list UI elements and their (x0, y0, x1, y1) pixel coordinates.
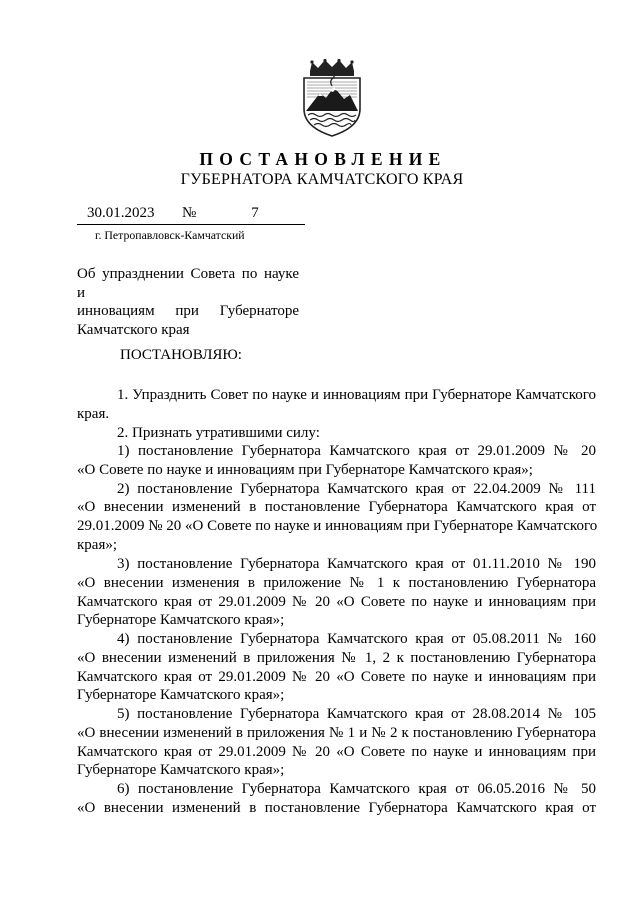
body-line: 4) постановление Губернатора Камчатского края от 05.08.2011 № 160 (117, 631, 596, 647)
body-line: 6) постановление Губернатора Камчатского края от 06.05.2016 № 50 (117, 781, 596, 797)
document-subject (77, 265, 299, 339)
subject-line: Об упразднении Совета по науке и (77, 266, 299, 301)
date-underline (77, 224, 305, 225)
body-line: 3) постановление Губернатора Камчатского края от 01.11.2010 № 190 (117, 556, 596, 572)
subject-line: Камчатского края (77, 321, 190, 338)
issuer-title: ГУБЕРНАТОРА КАМЧАТСКОГО КРАЯ (180, 171, 464, 188)
subject-line: инновациям при Губернаторе (77, 303, 299, 319)
body-line: Камчатского края от 29.01.2009 № 20 «О Совете по науке и инновациям при (77, 594, 596, 610)
date-number-row (77, 205, 305, 225)
body-line: 5) постановление Губернатора Камчатского края от 28.08.2014 № 105 (117, 706, 596, 722)
body-line: «О внесении изменений в приложения № 1 и № 2 к постановлению Губернатора (77, 725, 596, 741)
body-line: «О внесении изменений в приложения № 1, 2 к постановлению Губернатора (77, 650, 596, 666)
body-line: края»; (77, 537, 118, 553)
document-city: г. Петропавловск-Камчатский (95, 228, 245, 242)
document-number: 7 (251, 205, 259, 221)
body-line: 1. Упразднить Совет по науке и инновациям при Губернаторе Камчатского (117, 387, 596, 403)
decree-word: ПОСТАНОВЛЯЮ: (120, 347, 242, 363)
document-title: ПОСТАНОВЛЕНИЕ (199, 149, 447, 169)
body-line: «О Совете по науке и инновациям при Губернаторе Камчатского края»; (77, 462, 533, 478)
body-line: 1) постановление Губернатора Камчатского края от 29.01.2009 № 20 (117, 443, 596, 459)
body-line: Губернаторе Камчатского края»; (77, 687, 285, 703)
body-line: «О внесении изменений в постановление Губернатора Камчатского края от (77, 800, 596, 816)
document-date: 30.01.2023 (87, 205, 155, 221)
number-sign: № (182, 205, 197, 221)
body-line: 2. Признать утратившими силу: (117, 425, 320, 441)
body-line: «О внесении изменений в постановление Губернатора Камчатского края от (77, 499, 596, 515)
body-line: «О внесении изменения в приложение № 1 к постановлению Губернатора (77, 575, 596, 591)
body-line: Губернаторе Камчатского края»; (77, 762, 285, 778)
coat-of-arms-icon (298, 59, 366, 137)
body-line: Камчатского края от 29.01.2009 № 20 «О Совете по науке и инновациям при (77, 744, 596, 760)
body-line: 29.01.2009 № 20 «О Совете по науке и инновациям при Губернаторе Камчатского (77, 518, 598, 534)
body-line: 2) постановление Губернатора Камчатского края от 22.04.2009 № 111 (117, 481, 596, 497)
body-line: края. (77, 406, 110, 422)
body-line: Камчатского края от 29.01.2009 № 20 «О Совете по науке и инновациям при (77, 669, 596, 685)
body-line: Губернаторе Камчатского края»; (77, 612, 285, 628)
